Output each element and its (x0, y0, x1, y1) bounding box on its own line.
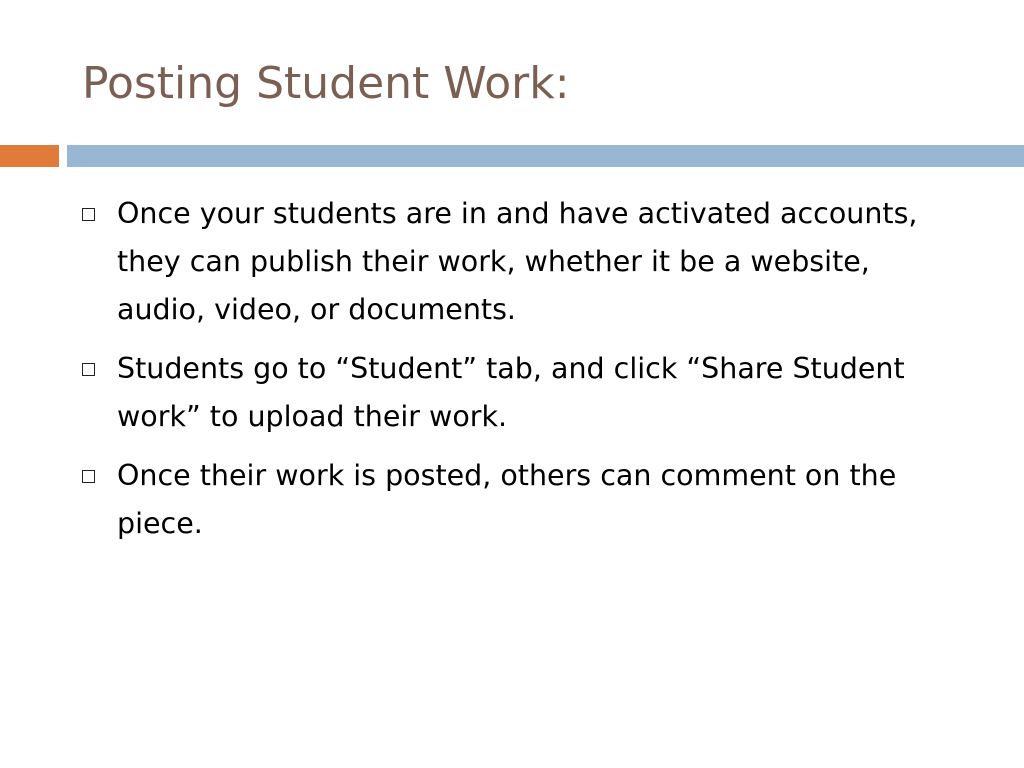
bullet-list (82, 190, 962, 559)
bullet-text: Once their work is posted, others can comment on the piece. (117, 459, 897, 540)
hollow-square-icon (82, 470, 95, 483)
hollow-square-icon (82, 208, 95, 221)
orange-accent-bar (0, 145, 59, 167)
blue-divider-bar (67, 145, 1024, 167)
bullet-text: Once your students are in and have activated accounts, they can publish their work, whether it be a website, audio, video, or documents. (117, 197, 918, 326)
hollow-square-icon (82, 363, 95, 376)
bullet-text: Students go to “Student” tab, and click “Share Student work” to upload their work. (117, 352, 905, 433)
bullet-item (82, 345, 962, 441)
bullet-item (82, 190, 962, 334)
slide-title: Posting Student Work: (82, 58, 570, 109)
bullet-item (82, 452, 962, 548)
